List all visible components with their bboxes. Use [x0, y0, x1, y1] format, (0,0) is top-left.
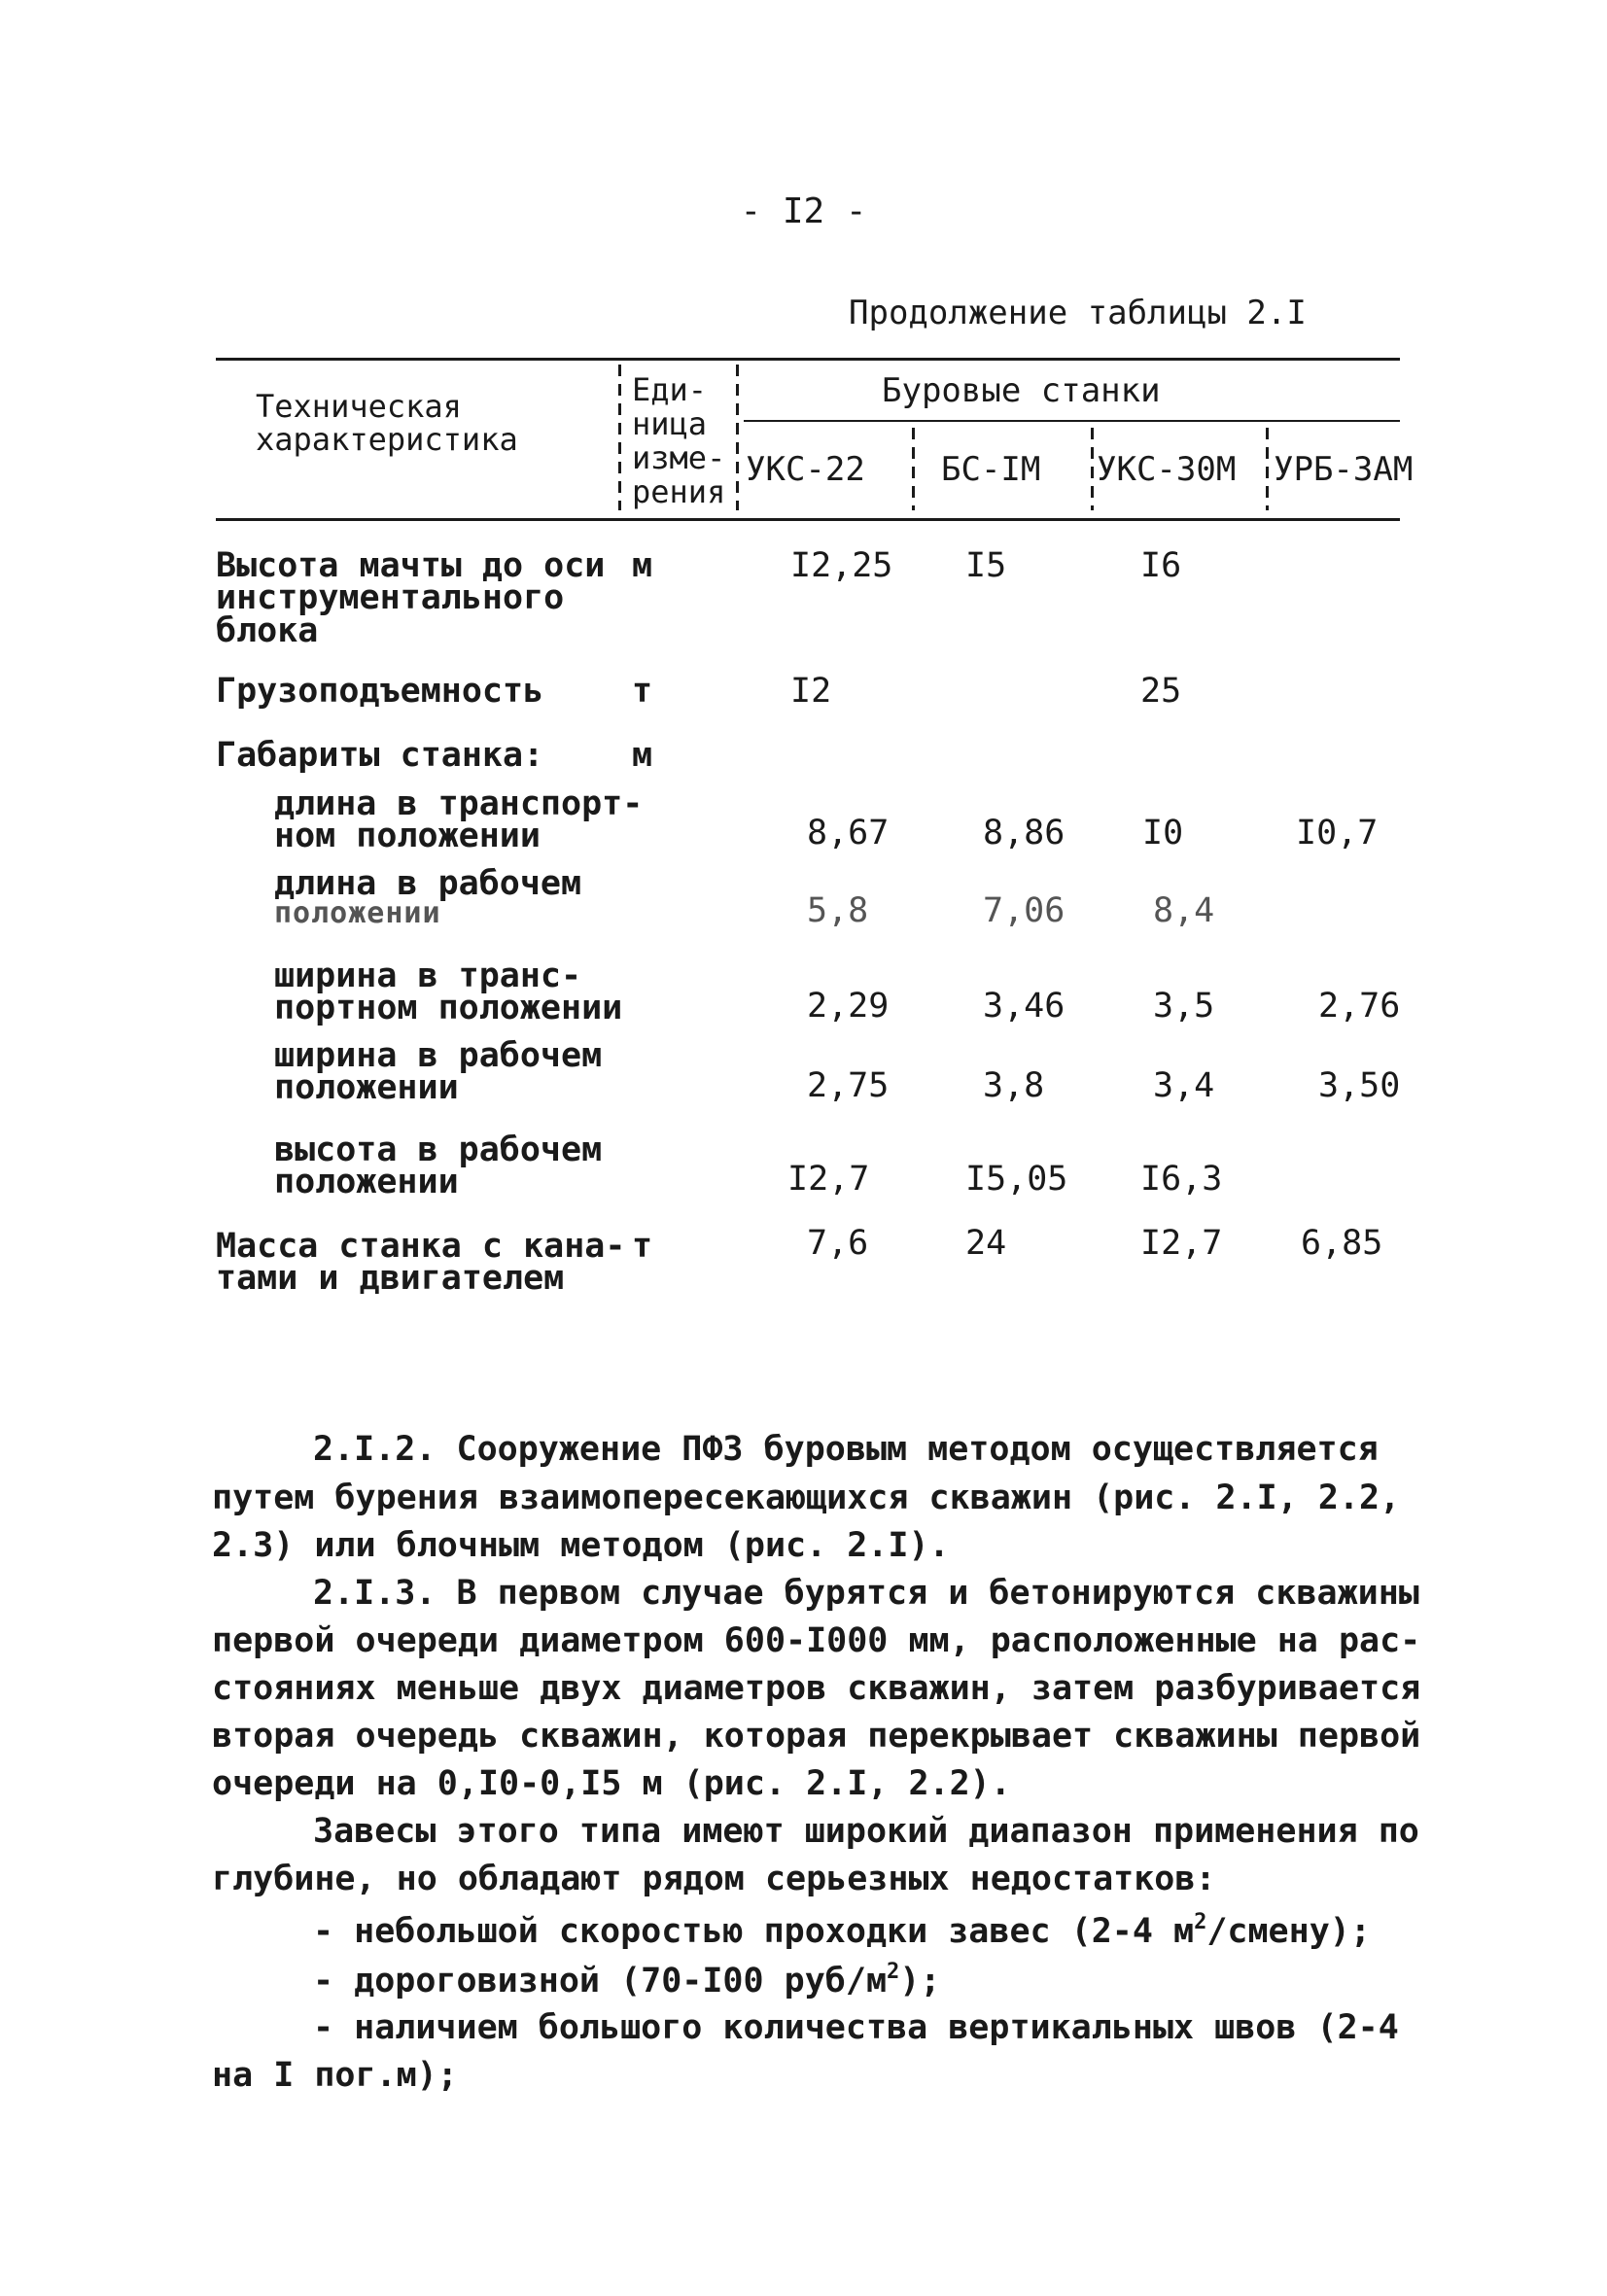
page-number: - I2 -	[740, 191, 867, 231]
row-label: тами и двигателем	[216, 1259, 565, 1298]
col-sep-rig-1	[912, 428, 915, 510]
col-sep-rig-3	[1266, 428, 1269, 510]
bullet-text: );	[899, 1962, 941, 2000]
bullet-text: - дороговизной (70-I00 руб/м	[313, 1962, 888, 2000]
paragraph-line: глубине, но обладают рядом серьезных недостатков:	[212, 1860, 1216, 1898]
cell-value: I5	[965, 546, 1007, 585]
superscript: 2	[887, 1960, 900, 1984]
bullet-text: - небольшой скоростью проходки завес (2-4 м	[313, 1912, 1195, 1951]
header-unit-line3: изме-	[632, 439, 726, 476]
row-label: блока	[216, 611, 319, 650]
header-unit-line4: рения	[632, 473, 726, 510]
cell-value: 2,75	[807, 1066, 890, 1105]
paragraph-line: 2.I.2. Сооружение ПФЗ буровым методом осуществляется	[313, 1430, 1379, 1469]
table-caption: Продолжение таблицы 2.I	[849, 294, 1307, 332]
header-rig-uks30m: УКС-30М	[1097, 450, 1237, 489]
cell-value: 24	[965, 1224, 1007, 1263]
cell-value: 2,76	[1318, 987, 1401, 1026]
row-label: Габариты станка:	[216, 736, 544, 775]
bullet-item: - наличием большого количества вертикальных швов (2-4	[313, 2008, 1399, 2047]
cell-value: 8,86	[983, 814, 1066, 852]
cell-value: I0,7	[1296, 814, 1379, 852]
row-label: длина в транспорт-	[274, 784, 644, 823]
cell-value: 7,6	[807, 1224, 869, 1263]
cell-value: 8,67	[807, 814, 890, 852]
cell-value: I0	[1142, 814, 1184, 852]
cell-value: I6	[1140, 546, 1182, 585]
header-rig-urb3am: УРБ-3АМ	[1274, 450, 1414, 489]
table-top-rule	[216, 358, 1400, 361]
header-rig-bs1m: БС-IМ	[941, 450, 1041, 489]
paragraph-line: первой очереди диаметром 600-I000 мм, расположенные на рас-	[212, 1621, 1421, 1660]
cell-value: I6,3	[1140, 1160, 1223, 1199]
paragraph-line: очереди на 0,I0-0,I5 м (рис. 2.I, 2.2).	[212, 1764, 1011, 1803]
paragraph-line: путем бурения взаимопересекающихся скважин (рис. 2.I, 2.2,	[212, 1478, 1401, 1517]
row-label: длина в рабочем	[274, 864, 582, 903]
header-unit-line2: ница	[632, 405, 708, 442]
cell-value: 2,29	[807, 987, 890, 1026]
cell-value: 7,06	[983, 891, 1066, 930]
paragraph-line: 2.3) или блочным методом (рис. 2.I).	[212, 1526, 950, 1565]
cell-value: I2,7	[787, 1160, 870, 1199]
rigs-subheader-rule	[744, 420, 1400, 422]
cell-value: 3,8	[983, 1066, 1045, 1105]
paragraph-line: 2.I.3. В первом случае бурятся и бетонируются скважины	[313, 1574, 1419, 1613]
paragraph-line: Завесы этого типа имеют широкий диапазон применения по	[313, 1812, 1419, 1851]
row-label: высота в рабочем	[274, 1131, 603, 1169]
paragraph-line: стояниях меньше двух диаметров скважин, затем разбуривается	[212, 1669, 1421, 1708]
row-label: положении	[274, 1163, 459, 1201]
row-unit: м	[632, 546, 653, 585]
cell-value: I2,25	[790, 546, 893, 585]
cell-value: 3,46	[983, 987, 1066, 1026]
paragraph-line: на I пог.м);	[212, 2056, 458, 2095]
bullet-text: /смену);	[1206, 1912, 1371, 1951]
row-label: Грузоподъемность	[216, 672, 544, 711]
row-label: Высота мачты до оси	[216, 546, 606, 585]
row-label: ширина в рабочем	[274, 1036, 603, 1075]
row-unit: т	[632, 1227, 653, 1266]
row-label: Масса станка с кана-	[216, 1227, 626, 1266]
row-label: ном положении	[274, 817, 541, 855]
cell-value: I5,05	[965, 1160, 1068, 1199]
row-label: портном положении	[274, 989, 623, 1027]
cell-value: 8,4	[1153, 891, 1215, 930]
superscript: 2	[1194, 1910, 1207, 1934]
header-unit-line1: Еди-	[632, 371, 708, 408]
header-drilling-rigs: Буровые станки	[882, 371, 1161, 410]
row-label: инструментального	[216, 578, 565, 617]
cell-value: 25	[1140, 672, 1182, 711]
cell-value: I2,7	[1140, 1224, 1223, 1263]
bullet-item	[313, 1912, 1371, 1949]
bullet-item	[313, 1962, 940, 1999]
cell-value: I2	[790, 672, 832, 711]
table-header-bottom-rule	[216, 518, 1400, 521]
col-sep-unit-left	[618, 365, 621, 510]
paragraph-line: вторая очередь скважин, которая перекрывает скважины первой	[212, 1717, 1421, 1756]
row-label: ширина в транс-	[274, 957, 582, 995]
header-rig-uks22: УКС-22	[746, 450, 865, 489]
cell-value: 5,8	[807, 891, 869, 930]
row-label: положении	[274, 1068, 459, 1107]
col-sep-unit-right	[736, 365, 739, 510]
header-characteristic-line2: характеристика	[256, 421, 518, 458]
row-unit: м	[632, 736, 653, 775]
cell-value: 3,5	[1153, 987, 1215, 1026]
header-characteristic-line1: Техническая	[256, 388, 462, 425]
row-unit: т	[632, 672, 653, 711]
cell-value: 3,50	[1318, 1066, 1401, 1105]
cell-value: 6,85	[1301, 1224, 1383, 1263]
row-label: положении	[274, 896, 441, 930]
col-sep-rig-2	[1091, 428, 1094, 510]
cell-value: 3,4	[1153, 1066, 1215, 1105]
